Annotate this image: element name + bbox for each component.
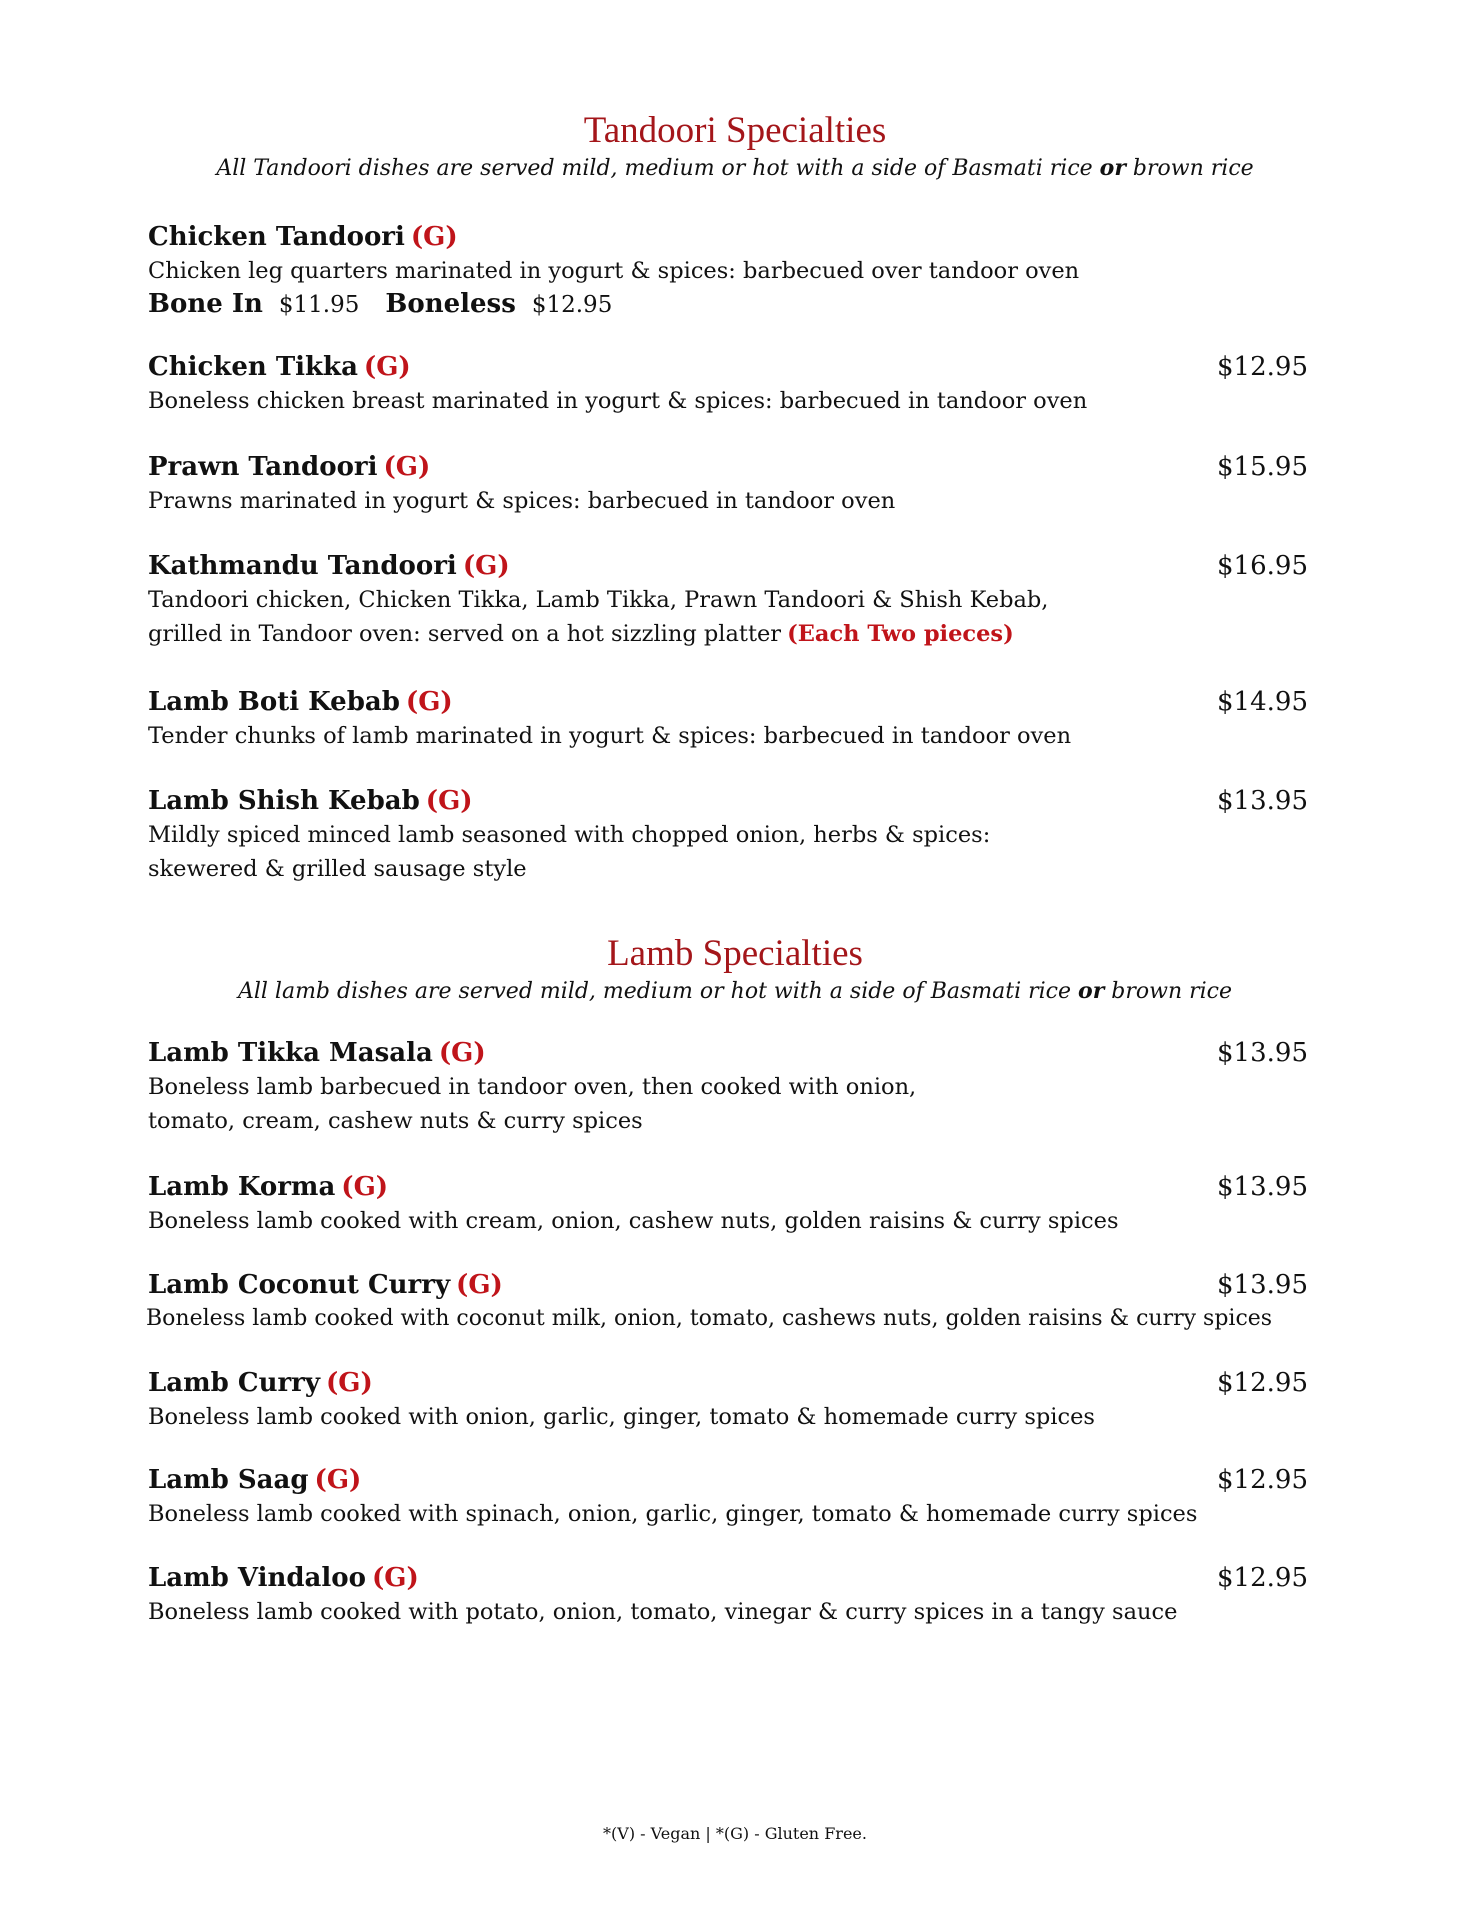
item-description: Boneless lamb cooked with potato, onion, tomato, vinegar & curry spices in a tangy sauce [148,1599,1178,1625]
item-description: Prawns marinated in yogurt & spices: barbecued in tandoor oven [148,488,896,514]
item-name: Lamb Boti Kebab [148,687,400,717]
gluten-free-tag: (G) [314,1465,362,1495]
section-title-tandoori: Tandoori Specialties [583,110,887,151]
gluten-free-tag: (G) [456,1270,503,1300]
gluten-free-tag: (G) [425,786,473,816]
subtitle-or: or [1078,978,1105,1004]
item-price: $16.95 [1217,551,1308,581]
footer-legend: *(V) - Vegan | *(G) - Gluten Free. [603,1824,867,1843]
menu-item-lamb-boti-kebab [148,685,1308,753]
item-name: Lamb Vindaloo [148,1563,366,1593]
item-header [148,1170,1308,1204]
section-title-lamb: Lamb Specialties [607,933,863,974]
menu-item-lamb-vindaloo [148,1561,1308,1629]
item-description: Chicken leg quarters marinated in yogurt & spices: barbecued over tandoor oven [148,258,1080,284]
menu-item-chicken-tikka [148,350,1308,418]
item-price: $13.95 [1217,1270,1308,1300]
item-price: $12.95 [1217,1465,1308,1495]
description-text: grilled in Tandoor oven: served on a hot sizzling platter [148,621,782,647]
subtitle-text-end: brown rice [1132,156,1254,181]
option-price-boneless: $12.95 [531,292,613,318]
item-description: Boneless chicken breast marinated in yogurt & spices: barbecued in tandoor oven [148,388,1088,414]
item-name: Kathmandu Tandoori [148,551,457,581]
item-header [148,685,1308,719]
subtitle-text: All Tandoori dishes are served mild, medium or hot with a side of Basmati rice [216,156,1093,181]
subtitle-text: All lamb dishes are served mild, medium or hot with a side of Basmati rice [237,979,1072,1004]
item-name: Chicken Tikka [148,352,358,382]
item-price: $12.95 [1217,352,1308,382]
gluten-free-tag: (G) [410,222,458,252]
item-header [148,450,1308,484]
item-description-line-2 [148,617,1308,651]
item-name: Lamb Coconut Curry [148,1270,451,1300]
menu-item-lamb-tikka-masala [148,1036,1308,1138]
section-subtitle-tandoori [0,157,1470,180]
item-description: Boneless lamb cooked with onion, garlic, ginger, tomato & homemade curry spices [148,1404,1095,1430]
item-name: Chicken Tandoori [148,222,405,252]
item-description: Boneless lamb cooked with cream, onion, cashew nuts, golden raisins & curry spices [148,1208,1119,1234]
item-header [148,1463,1308,1497]
gluten-free-tag: (G) [371,1563,419,1593]
item-header [148,1561,1308,1595]
item-price: $14.95 [1217,687,1308,717]
item-header [148,1268,1308,1302]
item-name: Lamb Saag [148,1465,309,1495]
item-price: $13.95 [1217,1172,1308,1202]
gluten-free-tag: (G) [341,1172,389,1202]
gluten-free-tag: (G) [325,1368,373,1398]
menu-item-lamb-korma [148,1170,1308,1238]
menu-item-lamb-saag [148,1463,1308,1531]
menu-item-lamb-coconut-curry [148,1268,1308,1336]
gluten-free-tag: (G) [405,687,453,717]
item-note: (Each Two pieces) [787,621,1014,647]
subtitle-or: or [1099,155,1126,181]
item-header [148,784,1308,818]
item-description: Tender chunks of lamb marinated in yogurt & spices: barbecued in tandoor oven [148,723,1072,749]
gluten-free-tag: (G) [462,551,510,581]
gluten-free-tag: (G) [438,1038,486,1068]
item-options [148,288,1308,320]
item-price: $13.95 [1217,786,1308,816]
menu-item-lamb-curry [148,1366,1308,1434]
item-header [148,1036,1308,1070]
item-description: Tandoori chicken, Chicken Tikka, Lamb Tikka, Prawn Tandoori & Shish Kebab, [148,587,1049,613]
item-name: Lamb Korma [148,1172,336,1202]
item-name: Prawn Tandoori [148,452,378,482]
option-label-bone-in: Bone In [148,289,263,319]
item-header [148,350,1308,384]
item-header [148,220,1308,254]
item-description: Boneless lamb cooked with spinach, onion, garlic, ginger, tomato & homemade curry spices [148,1501,1198,1527]
item-name: Lamb Tikka Masala [148,1038,433,1068]
item-description-line-2: skewered & grilled sausage style [148,856,527,882]
menu-item-prawn-tandoori [148,450,1308,518]
gluten-free-tag: (G) [363,352,411,382]
gluten-free-tag: (G) [383,452,431,482]
item-price: $12.95 [1217,1368,1308,1398]
item-description: Mildly spiced minced lamb seasoned with chopped onion, herbs & spices: [148,822,991,848]
option-price-bone-in: $11.95 [278,292,360,318]
item-price: $12.95 [1217,1563,1308,1593]
subtitle-text-end: brown rice [1111,979,1233,1004]
section-subtitle-lamb [0,980,1470,1003]
item-header [148,1366,1308,1400]
item-description: Boneless lamb cooked with coconut milk, onion, tomato, cashews nuts, golden raisins & curry spices [146,1306,1273,1331]
menu-item-chicken-tandoori [148,220,1308,320]
item-description: Boneless lamb barbecued in tandoor oven, then cooked with onion, [148,1074,917,1100]
item-description-line-2: tomato, cream, cashew nuts & curry spices [148,1108,643,1134]
item-price: $15.95 [1217,452,1308,482]
option-label-boneless: Boneless [385,289,516,319]
item-name: Lamb Shish Kebab [148,786,420,816]
item-name: Lamb Curry [148,1368,320,1398]
item-price: $13.95 [1217,1038,1308,1068]
menu-item-lamb-shish-kebab [148,784,1308,886]
menu-item-kathmandu-tandoori [148,549,1308,651]
item-header [148,549,1308,583]
